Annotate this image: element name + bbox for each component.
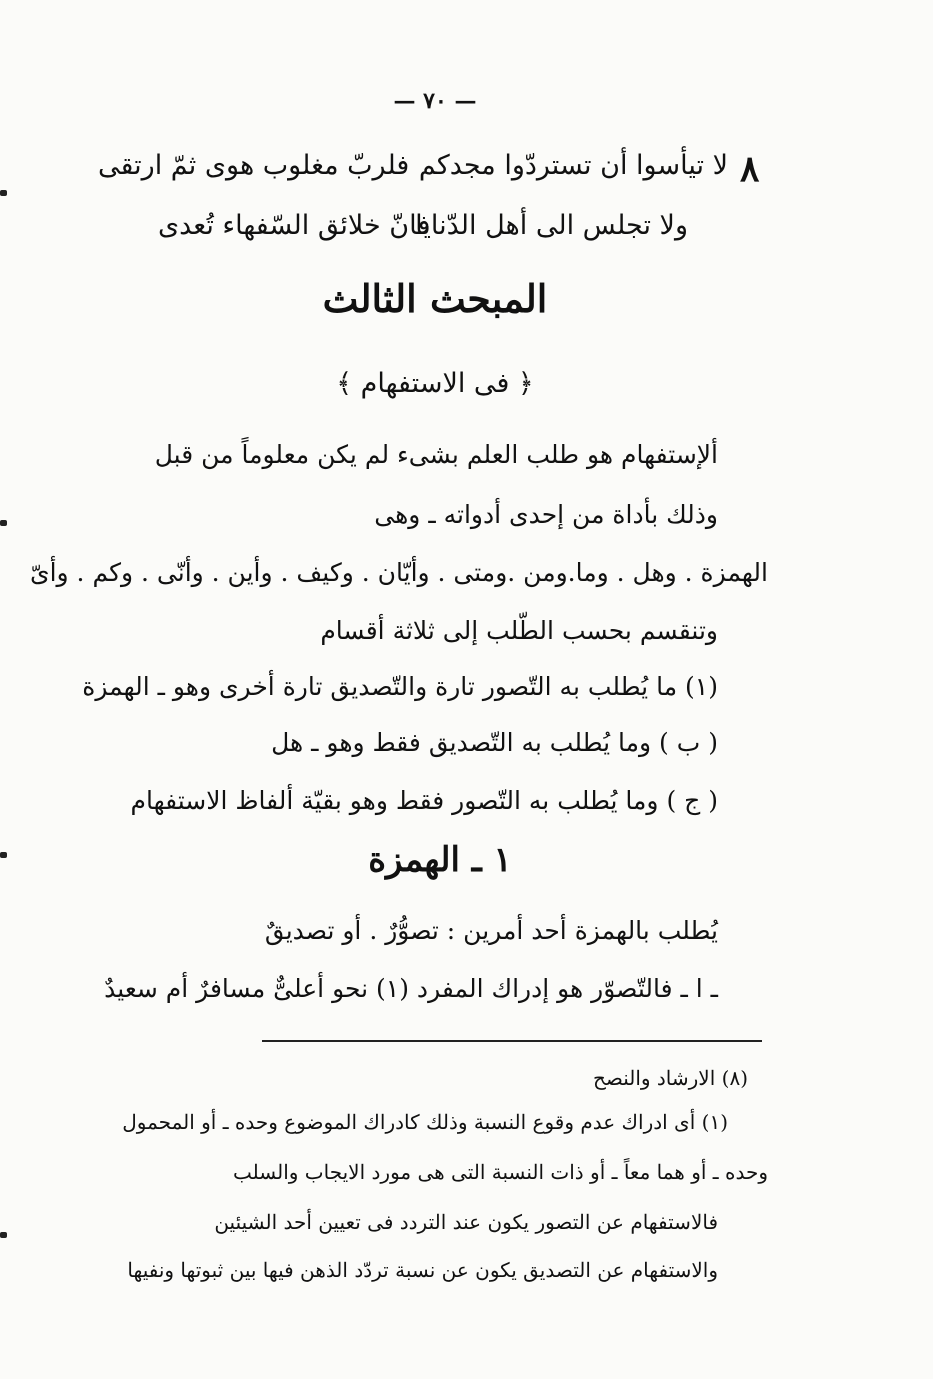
footnote-8: (٨) الارشاد والنصح (592, 1066, 748, 1090)
item-2: ( ب ) وما يُطلب به التّصديق فقط وهو ـ هل (271, 728, 718, 757)
margin-mark (0, 852, 7, 858)
verse-number: ٨ (740, 148, 760, 190)
footnote-divider (262, 1040, 762, 1042)
paragraph-tasawwur: ـ ا ـ فالتّصوّر هو إدراك المفرد (١) نحو أعلىٌّ مسافرٌ أم سعيدٌ (104, 974, 718, 1003)
footnote-1-line-2: وحده ـ أو هما معاً ـ أو ذات النسبة التى هى مورد الايجاب والسلب (233, 1160, 768, 1184)
section-title: المبحث الثالث (322, 276, 548, 321)
margin-mark (0, 1232, 7, 1238)
paragraph-definition: ألإستفهام هو طلب العلم بشىء لم يكن معلوماً من قبل (154, 440, 718, 469)
item-3: ( ج ) وما يُطلب به التّصور فقط وهو بقيّة ألفاظ الاستفهام (130, 786, 718, 815)
subheading-hamza: ١ ـ الهمزة (368, 840, 512, 880)
verse-2-right: ولا تجلس الى أهل الدّنايا (415, 210, 688, 241)
margin-mark (0, 520, 7, 526)
footnote-1-line-1: (١) أى ادراك عدم وقوع النسبة وذلك كادراك الموضوع وحده ـ أو المحمول (122, 1110, 728, 1134)
paragraph-hamza: يُطلب بالهمزة أحد أمرين : تصوُّرٌ . أو تصديقٌ (264, 916, 718, 945)
verse-2-left: فانّ خلائق السّفهاء تُعدى (158, 210, 431, 241)
paragraph-tools: وذلك بأداة من إحدى أدواته ـ وهى (374, 500, 718, 529)
verse-1-right: لا تيأسوا أن تستردّوا مجدكم (418, 150, 728, 181)
section-subtitle: ﴿ فى الاستفهام ﴾ (336, 368, 534, 399)
page-number: — ٧٠ — (393, 88, 477, 114)
item-1: (١) ما يُطلب به التّصور تارة والتّصديق تارة أخرى وهو ـ الهمزة (82, 672, 718, 701)
paragraph-division: وتنقسم بحسب الطّلب إلى ثلاثة أقسام (320, 616, 718, 645)
footnote-1-line-4: والاستفهام عن التصديق يكون عن نسبة تردّد الذهن فيها بين ثبوتها ونفيها (127, 1258, 718, 1282)
paragraph-tools-list: الهمزة . وهل . وما.ومن .ومتى . وأيّان . وكيف . وأين . وأنّى . وكم . وأىّ (30, 558, 768, 587)
margin-mark (0, 190, 7, 196)
footnote-1-line-3: فالاستفهام عن التصور يكون عند التردد فى تعيين أحد الشيئين (214, 1210, 718, 1234)
verse-1-left: فلربّ مغلوب هوى ثمّ ارتقى (98, 150, 410, 181)
